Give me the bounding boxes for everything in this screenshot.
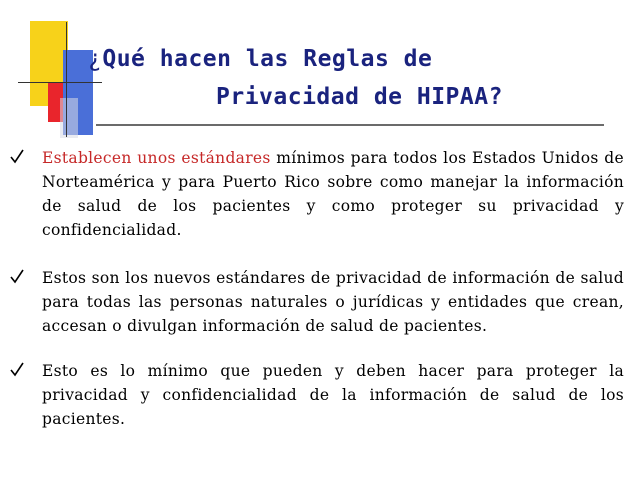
title-line-2: Privacidad de HIPAA? — [216, 84, 503, 110]
checkmark-icon — [10, 361, 24, 377]
checkmark-icon — [10, 268, 24, 284]
bullet-item — [10, 266, 624, 338]
decorative-vertical-line — [66, 22, 67, 137]
bullet-text-body: mínimos para todos los Estados Unidos de Norteamérica y para Puerto Rico sobre como manejar la información de salud de los pacientes y como proteger su privacidad y confidencialidad. — [42, 149, 625, 239]
bullet-item — [10, 359, 624, 431]
slide-title — [88, 40, 608, 116]
title-question-mark: ¿ — [88, 46, 103, 72]
decorative-light-square — [60, 98, 78, 138]
bullet-item — [10, 146, 624, 242]
bullet-text: Esto es lo mínimo que pueden y deben hacer para proteger la privacidad y confidencialidad de la información de salud de los pacientes. — [42, 362, 624, 428]
bullet-text: Estos son los nuevos estándares de privacidad de información de salud para todas las personas naturales o jurídicas y entidades que crean, accesan o divulgan información de salud de pacientes. — [42, 269, 624, 335]
title-line-1: Qué hacen las Reglas de — [102, 46, 433, 72]
bullet-text — [42, 146, 624, 242]
title-underline — [96, 124, 604, 126]
highlighted-text: Establecen unos estándares — [42, 149, 271, 167]
checkmark-icon — [10, 148, 24, 164]
bullet-list — [10, 146, 624, 455]
